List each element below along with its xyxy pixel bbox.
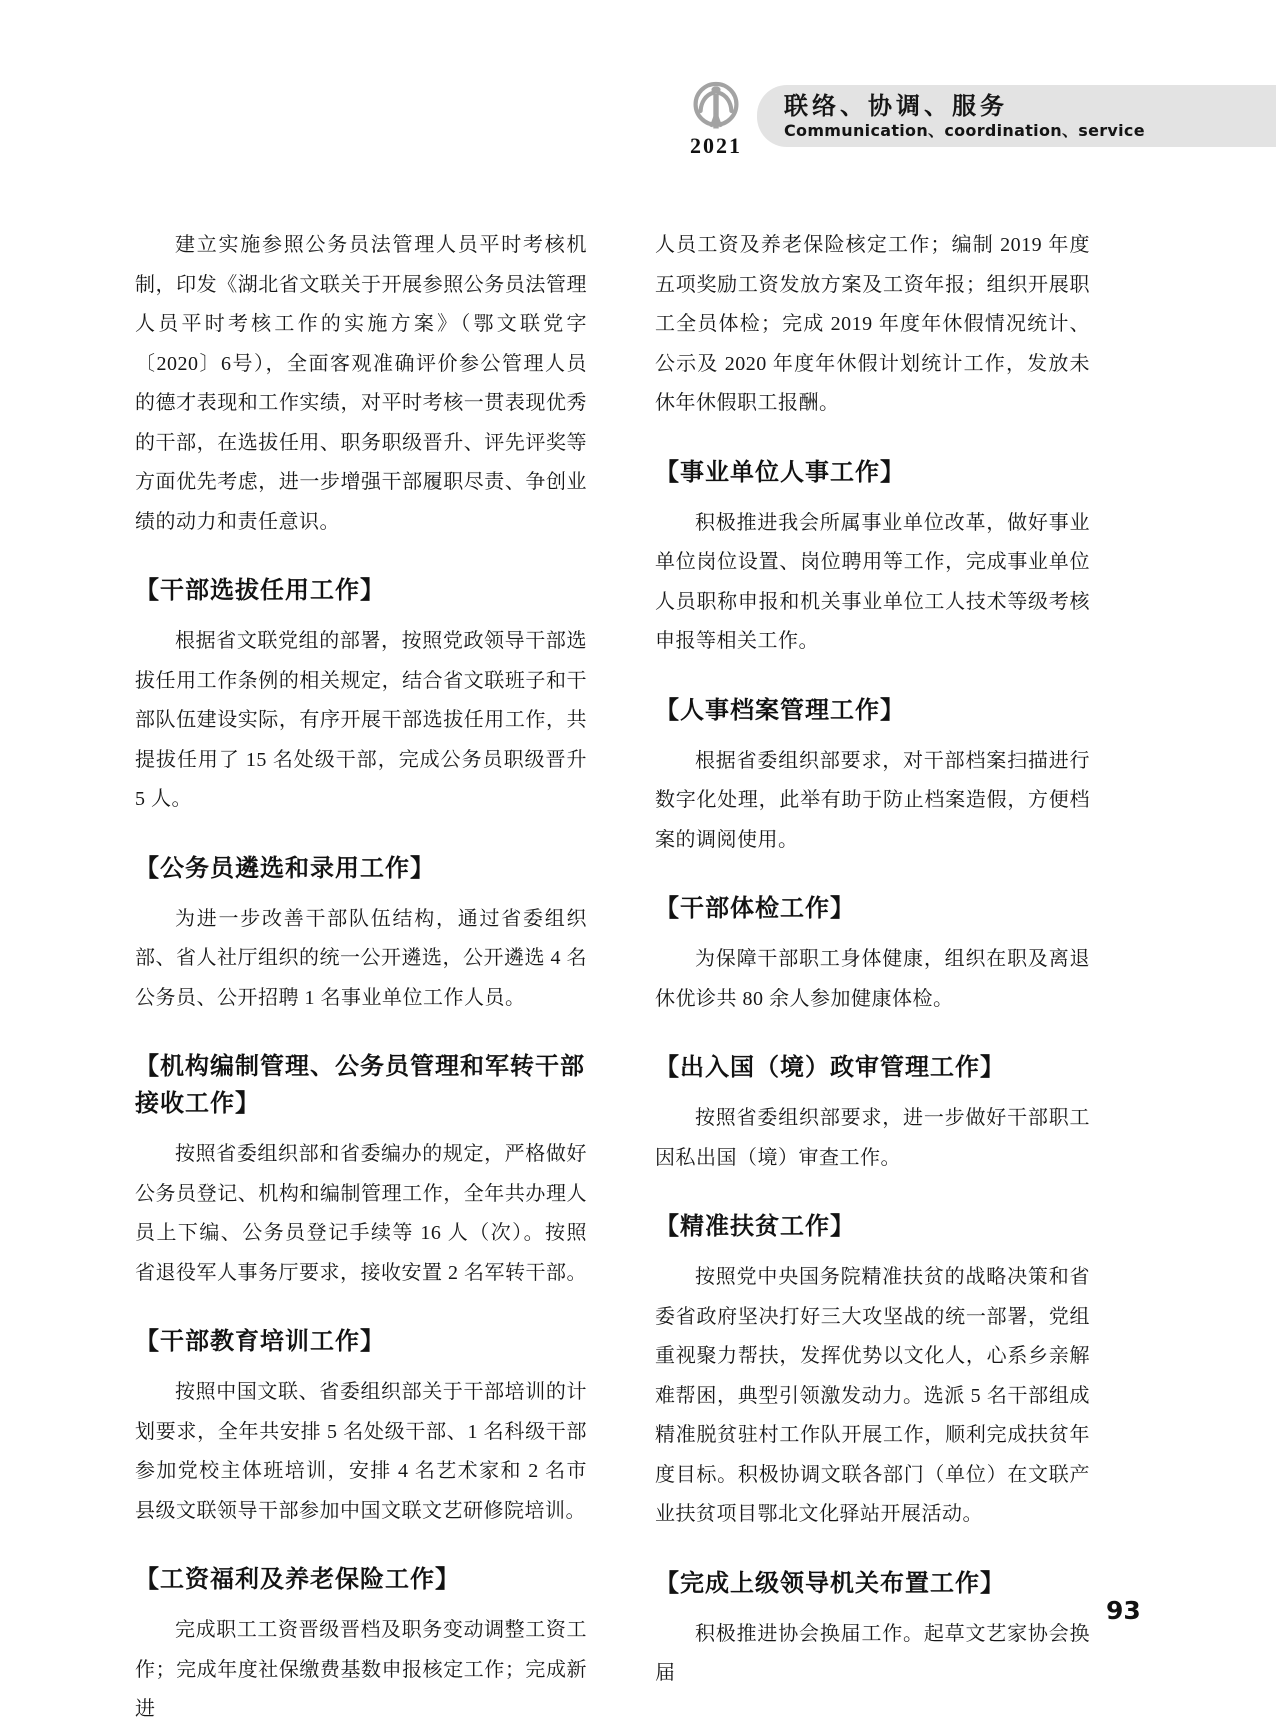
section-personnel-archives	[655, 692, 1090, 861]
section-body: 按照中国文联、省委组织部关于干部培训的计划要求，全年共安排 5 名处级干部、1 名科级干部参加党校主体班培训，安排 4 名艺术家和 2 名市县级文联领导干部参加中国文联文艺研修院培训。	[135, 1381, 587, 1522]
logo-year: 2021	[690, 133, 742, 158]
section-exit-entry-review	[655, 1049, 1090, 1178]
section-heading: 【公务员遴选和录用工作】	[135, 853, 435, 882]
section-cadre-training	[135, 1323, 587, 1531]
section-body: 为进一步改善干部队伍结构，通过省委组织部、省人社厅组织的统一公开遴选，公开遴选 4 名公务员、公开招聘 1 名事业单位工作人员。	[135, 907, 587, 1009]
section-heading: 【干部体检工作】	[655, 894, 855, 922]
section-cadre-selection	[135, 572, 587, 820]
logo-block	[688, 80, 744, 159]
cflac-emblem-icon	[691, 80, 741, 132]
section-body: 根据省文联党组的部署，按照党政领导干部选拔任用工作条例的相关规定，结合省文联班子和干部队伍建设实际，有序开展干部选拔任用工作，共提拔任用了 15 名处级干部，完成公务员职级晋升 5 人。	[135, 630, 587, 810]
section-heading: 【工资福利及养老保险工作】	[135, 1565, 460, 1593]
section-heading: 【完成上级领导机关布置工作】	[655, 1568, 1005, 1597]
section-heading: 【精准扶贫工作】	[655, 1212, 855, 1240]
section-body: 按照党中央国务院精准扶贫的战略决策和省委省政府坚决打好三大攻坚战的统一部署，党组重视聚力帮扶，发挥优势以文化人，心系乡亲解难帮困，典型引领激发动力。选派 5 名干部组成精准脱贫驻村工作队开展工作，顺利完成扶贫年度目标。积极协调文联各部门（单位）在文联产业扶贫项目鄂北文化驿站开展活动。	[655, 1266, 1090, 1525]
section-health-checkup	[655, 890, 1090, 1019]
section-poverty-alleviation	[655, 1208, 1090, 1535]
section-heading: 【机构编制管理、公务员管理和军转干部接收工作】	[135, 1052, 585, 1117]
section-body: 根据省委组织部要求，对干部档案扫描进行数字化处理，此举有助于防止档案造假，方便档案的调阅使用。	[655, 749, 1090, 851]
section-body: 积极推进协会换届工作。起草文艺家协会换届	[655, 1622, 1090, 1684]
section-institution-personnel	[655, 454, 1090, 662]
section-heading: 【人事档案管理工作】	[655, 695, 905, 724]
left-column	[135, 226, 587, 1719]
continuation-paragraph: 人员工资及养老保险核定工作；编制 2019 年度五项奖励工资发放方案及工资年报；组织开展职工全员体检；完成 2019 年度年休假情况统计、公示及 2020 年度年休假计划统计工作，发放未休年休假职工报酬。	[655, 234, 1090, 414]
section-heading: 【出入国（境）政审管理工作】	[655, 1053, 1005, 1081]
header-title-english: Communication、coordination、service	[784, 121, 1145, 140]
section-salary-welfare	[135, 1561, 587, 1719]
header-title-chinese: 联络、协调、服务	[784, 92, 1008, 120]
section-heading: 【事业单位人事工作】	[655, 457, 905, 486]
page-number: 93	[1106, 1596, 1141, 1625]
section-heading: 【干部选拔任用工作】	[135, 576, 385, 604]
header-band	[757, 85, 1276, 147]
section-heading: 【干部教育培训工作】	[135, 1327, 385, 1355]
section-civil-servant-recruitment	[135, 850, 587, 1019]
intro-paragraph: 建立实施参照公务员法管理人员平时考核机制，印发《湖北省文联关于开展参照公务员法管理人员平时考核工作的实施方案》（鄂文联党字〔2020〕6号），全面客观准确评价参公管理人员的德才表现和工作实绩，对平时考核一贯表现优秀的干部，在选拔任用、职务职级晋升、评先评奖等方面优先考虑，进一步增强干部履职尽责、争创业绩的动力和责任意识。	[135, 234, 587, 533]
section-body: 完成职工工资晋级晋档及职务变动调整工资工作；完成年度社保缴费基数申报核定工作；完成新进	[135, 1619, 587, 1719]
section-body: 积极推进我会所属事业单位改革，做好事业单位岗位设置、岗位聘用等工作，完成事业单位人员职称申报和机关事业单位工人技术等级考核申报等相关工作。	[655, 511, 1090, 652]
section-body: 为保障干部职工身体健康，组织在职及离退休优诊共 80 余人参加健康体检。	[655, 948, 1090, 1010]
section-body: 按照省委组织部要求，进一步做好干部职工因私出国（境）审查工作。	[655, 1107, 1090, 1169]
section-body: 按照省委组织部和省委编办的规定，严格做好公务员登记、机构和编制管理工作，全年共办理人员上下编、公务员登记手续等 16 人（次）。按照省退役军人事务厅要求，接收安置 2 名军转干部。	[135, 1143, 587, 1284]
right-column	[655, 226, 1090, 1694]
section-staffing-management	[135, 1048, 587, 1293]
section-superior-assignments	[655, 1565, 1090, 1694]
